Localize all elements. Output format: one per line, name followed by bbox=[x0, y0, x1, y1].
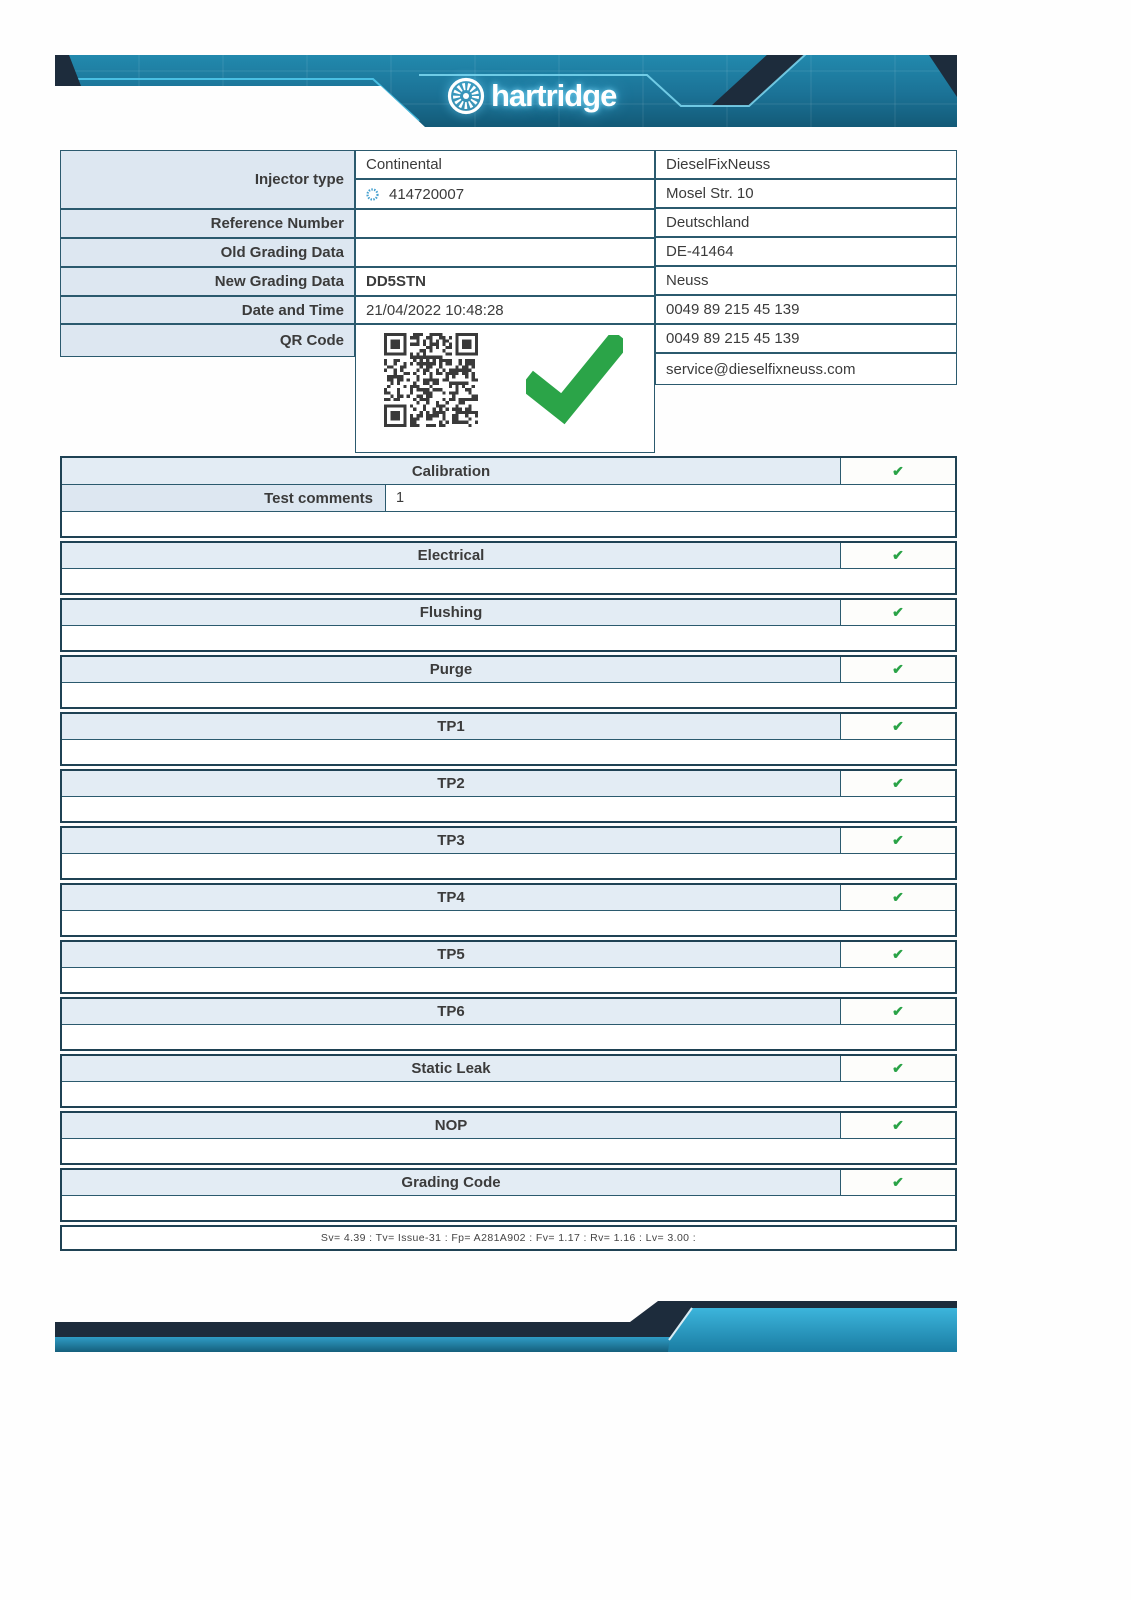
empty-row bbox=[62, 967, 955, 992]
check-icon: ✔ bbox=[892, 1117, 904, 1133]
check-icon: ✔ bbox=[892, 832, 904, 848]
check-icon: ✔ bbox=[892, 1003, 904, 1019]
section-title: Grading Code bbox=[62, 1170, 841, 1195]
reference-number-label: Reference Number bbox=[60, 209, 355, 238]
test-results bbox=[60, 456, 957, 1254]
check-icon: ✔ bbox=[892, 946, 904, 962]
check-icon: ✔ bbox=[892, 775, 904, 791]
section-block bbox=[60, 598, 957, 652]
hartridge-logo bbox=[446, 76, 616, 116]
section-title: Static Leak bbox=[62, 1056, 841, 1081]
section-check-cell bbox=[841, 828, 955, 853]
new-grading-data-value: DD5STN bbox=[355, 267, 655, 296]
section-check-cell bbox=[841, 1170, 955, 1195]
section-title: TP2 bbox=[62, 771, 841, 796]
section-check-cell bbox=[841, 1113, 955, 1138]
section-check-cell bbox=[841, 657, 955, 682]
section-block bbox=[60, 541, 957, 595]
spacer-cell bbox=[60, 357, 355, 453]
section-block bbox=[60, 997, 957, 1051]
calibration-title: Calibration bbox=[62, 458, 841, 484]
section-block bbox=[60, 655, 957, 709]
injector-serial-cell bbox=[355, 179, 655, 209]
workshop-country: Deutschland bbox=[655, 208, 957, 237]
section-block bbox=[60, 1054, 957, 1108]
workshop-postcode: DE-41464 bbox=[655, 237, 957, 266]
check-icon: ✔ bbox=[892, 1174, 904, 1190]
old-grading-data-value bbox=[355, 238, 655, 267]
empty-row bbox=[62, 568, 955, 593]
test-comments-value: 1 bbox=[396, 490, 405, 506]
empty-row bbox=[62, 511, 955, 536]
section-check-cell bbox=[841, 543, 955, 568]
new-grading-data-label: New Grading Data bbox=[60, 267, 355, 296]
check-icon: ✔ bbox=[892, 718, 904, 734]
section-check-cell bbox=[841, 771, 955, 796]
section-block bbox=[60, 883, 957, 937]
section-title: TP6 bbox=[62, 999, 841, 1024]
qr-code-label: QR Code bbox=[60, 324, 355, 357]
workshop-name: DieselFixNeuss bbox=[655, 150, 957, 179]
section-title: Flushing bbox=[62, 600, 841, 625]
empty-row bbox=[62, 1081, 955, 1106]
date-time-value: 21/04/2022 10:48:28 bbox=[355, 296, 655, 324]
section-title: TP1 bbox=[62, 714, 841, 739]
date-time-label: Date and Time bbox=[60, 296, 355, 324]
empty-row bbox=[62, 910, 955, 935]
pass-check-icon bbox=[526, 335, 623, 432]
injector-type-value: Continental bbox=[355, 150, 655, 179]
workshop-phone: 0049 89 215 45 139 bbox=[655, 295, 957, 324]
version-block bbox=[60, 1225, 957, 1251]
section-block bbox=[60, 712, 957, 766]
section-title: Electrical bbox=[62, 543, 841, 568]
section-block bbox=[60, 1168, 957, 1222]
version-line: Sv= 4.39 : Tv= Issue-31 : Fp= A281A902 : Fv= 1.17 : Rv= 1.16 : Lv= 3.00 : bbox=[320, 1232, 697, 1244]
blue-wheel-icon bbox=[366, 188, 379, 201]
section-check-cell bbox=[841, 885, 955, 910]
workshop-email: service@dieselfixneuss.com bbox=[655, 353, 957, 385]
section-title: NOP bbox=[62, 1113, 841, 1138]
logo-text: hartridge bbox=[491, 78, 617, 113]
empty-row bbox=[62, 625, 955, 650]
reference-number-value bbox=[355, 209, 655, 238]
section-title: TP4 bbox=[62, 885, 841, 910]
wheel-icon bbox=[446, 76, 486, 116]
empty-row bbox=[62, 796, 955, 821]
empty-row bbox=[62, 1024, 955, 1049]
empty-row bbox=[62, 1195, 955, 1220]
injector-type-label: Injector type bbox=[60, 150, 355, 209]
section-check-cell bbox=[841, 714, 955, 739]
section-block bbox=[60, 769, 957, 823]
check-icon: ✔ bbox=[892, 889, 904, 905]
workshop-info-table bbox=[655, 150, 957, 385]
workshop-fax: 0049 89 215 45 139 bbox=[655, 324, 957, 353]
check-icon: ✔ bbox=[892, 1060, 904, 1076]
section-title: TP3 bbox=[62, 828, 841, 853]
empty-row bbox=[62, 739, 955, 764]
qr-code-image bbox=[384, 333, 478, 427]
section-block bbox=[60, 1111, 957, 1165]
section-title: Purge bbox=[62, 657, 841, 682]
footer-banner bbox=[55, 1294, 957, 1356]
calibration-block bbox=[60, 456, 957, 538]
section-check-cell bbox=[841, 600, 955, 625]
check-icon: ✔ bbox=[892, 661, 904, 677]
section-container bbox=[60, 541, 957, 1222]
old-grading-data-label: Old Grading Data bbox=[60, 238, 355, 267]
check-icon: ✔ bbox=[892, 547, 904, 563]
qr-code-cell bbox=[355, 324, 655, 453]
section-title: TP5 bbox=[62, 942, 841, 967]
injector-info-table bbox=[60, 150, 655, 453]
section-check-cell bbox=[841, 999, 955, 1024]
section-check-cell bbox=[841, 1056, 955, 1081]
section-block bbox=[60, 826, 957, 880]
calibration-check-cell bbox=[841, 458, 955, 484]
section-block bbox=[60, 940, 957, 994]
empty-row bbox=[62, 853, 955, 878]
check-icon: ✔ bbox=[892, 604, 904, 620]
empty-row bbox=[62, 682, 955, 707]
workshop-street: Mosel Str. 10 bbox=[655, 179, 957, 208]
empty-row bbox=[62, 1138, 955, 1163]
test-comments-label: Test comments bbox=[62, 485, 386, 511]
check-icon: ✔ bbox=[892, 462, 904, 479]
section-check-cell bbox=[841, 942, 955, 967]
injector-serial: 414720007 bbox=[389, 185, 465, 203]
workshop-city: Neuss bbox=[655, 266, 957, 295]
